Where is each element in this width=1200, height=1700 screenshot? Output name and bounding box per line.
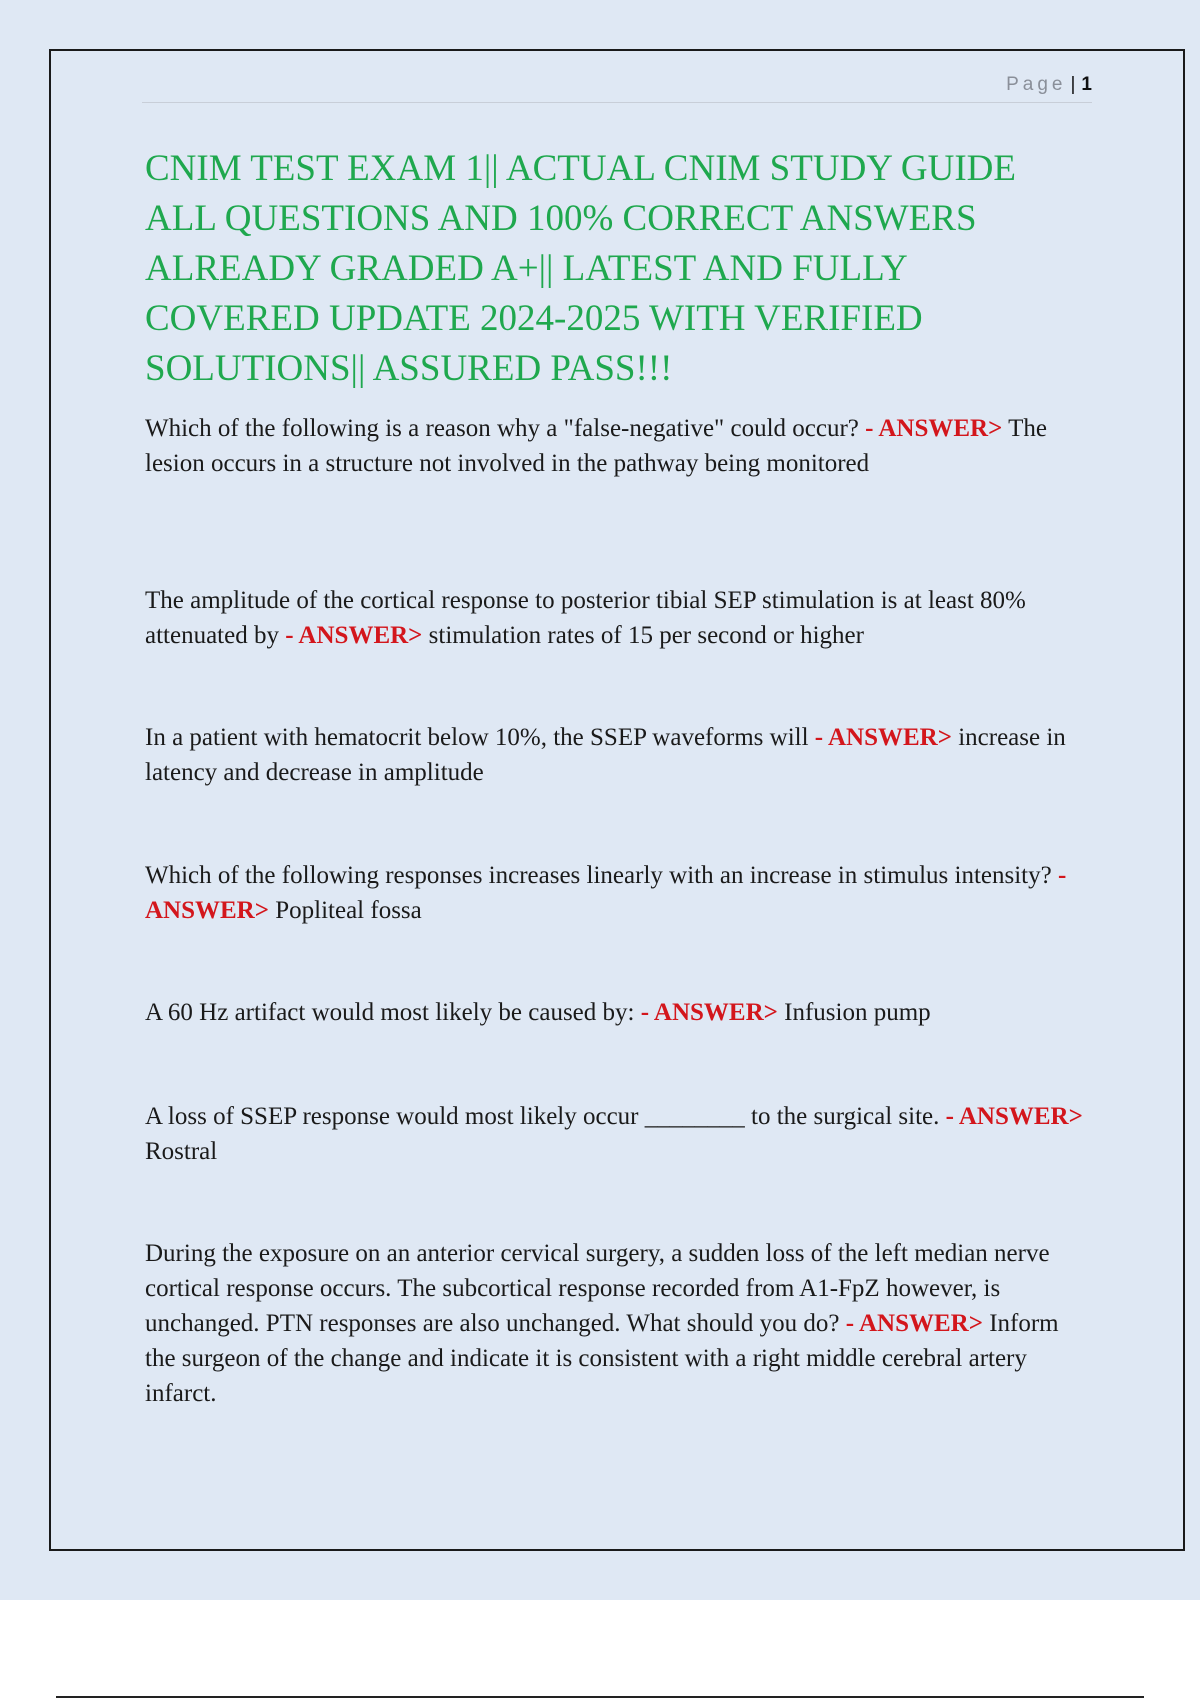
question-text: Which of the following is a reason why a "false-negative" could occur? xyxy=(145,415,859,442)
qa-item xyxy=(145,583,1085,653)
answer-text: The lesion occurs in a structure not involved in the pathway being monitored xyxy=(145,415,1048,477)
answer-marker: - ANSWER> xyxy=(285,622,423,649)
next-page-rule xyxy=(56,1696,1144,1698)
answer-text: Popliteal fossa xyxy=(275,897,422,924)
page-separator: | xyxy=(1070,74,1076,95)
page-number xyxy=(1006,74,1092,96)
question-text: In a patient with hematocrit below 10%, the SSEP waveforms will xyxy=(145,724,809,751)
qa-item xyxy=(145,858,1085,928)
question-text: A 60 Hz artifact would most likely be caused by: xyxy=(145,999,635,1026)
answer-text: Infusion pump xyxy=(784,999,931,1026)
qa-item xyxy=(145,1099,1085,1169)
page-label: Page xyxy=(1006,74,1067,95)
answer-marker: - ANSWER> xyxy=(845,1310,983,1337)
question-text: Which of the following responses increases linearly with an increase in stimulus intensity? xyxy=(145,862,1052,889)
answer-text: stimulation rates of 15 per second or higher xyxy=(428,622,864,649)
qa-item xyxy=(145,995,1085,1030)
answer-marker: - ANSWER> xyxy=(814,724,952,751)
answer-text: Rostral xyxy=(145,1138,218,1165)
page-number-value: 1 xyxy=(1081,74,1092,95)
answer-text: Inform the surgeon of the change and indicate it is consistent with a right middle cerebral artery infarct. xyxy=(145,1310,1059,1407)
answer-marker: - ANSWER> xyxy=(865,415,1003,442)
question-text: During the exposure on an anterior cervical surgery, a sudden loss of the left median nerve cortical response occurs. The subcortical response recorded from A1-FpZ however, is unchanged. PTN responses are also unchanged. What should you do? xyxy=(145,1240,1050,1337)
answer-marker: - ANSWER> xyxy=(945,1103,1083,1130)
question-text: The amplitude of the cortical response to posterior tibial SEP stimulation is at least 80% attenuated by xyxy=(145,587,1026,649)
answer-marker: - ANSWER> xyxy=(145,862,1067,924)
page-header xyxy=(142,72,1092,103)
qa-item xyxy=(145,411,1085,481)
document-title: CNIM TEST EXAM 1|| ACTUAL CNIM STUDY GUIDE ALL QUESTIONS AND 100% CORRECT ANSWERS ALREADY GRADED A+|| LATEST AND FULLY COVERED UPDATE 2024-2025 WITH VERIFIED SOLUTIONS|| ASSURED PASS!!! xyxy=(145,148,1016,389)
answer-marker: - ANSWER> xyxy=(640,999,778,1026)
question-text: A loss of SSEP response would most likely occur ________ to the surgical site. xyxy=(145,1103,940,1130)
qa-item xyxy=(145,1236,1085,1411)
answer-text: increase in latency and decrease in amplitude xyxy=(145,724,1066,786)
qa-item xyxy=(145,720,1085,790)
